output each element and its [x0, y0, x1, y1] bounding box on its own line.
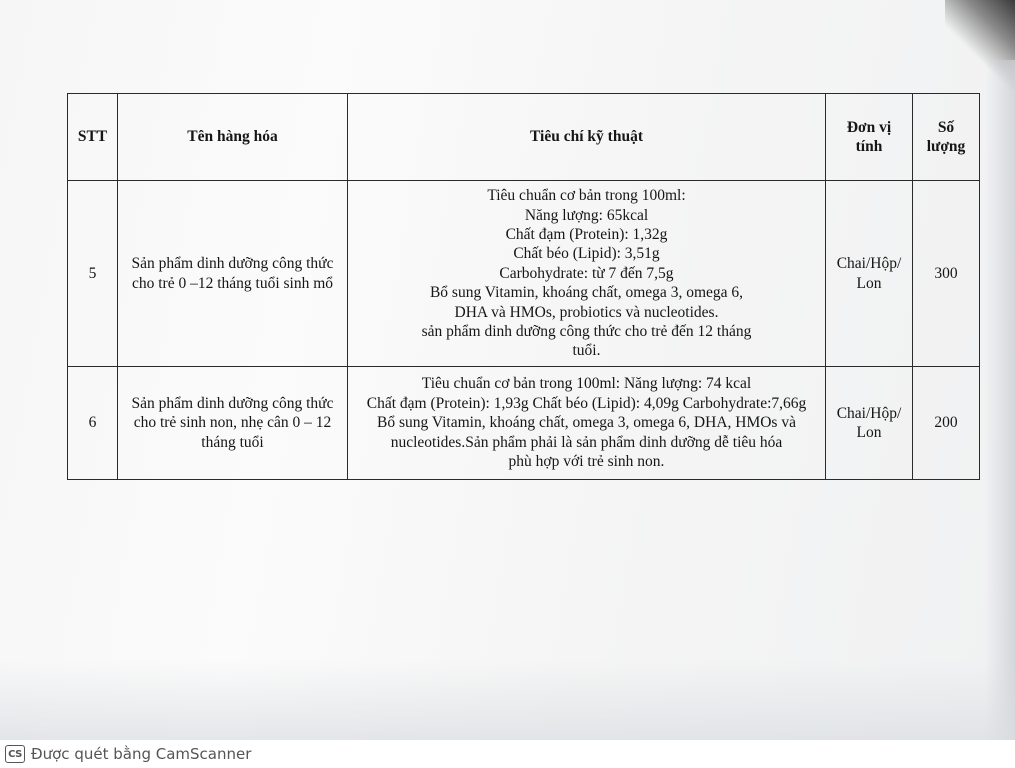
cell-spec — [348, 181, 826, 367]
cell-spec-line: Tiêu chuẩn cơ bản trong 100ml: — [487, 187, 686, 205]
cell-spec-line: Chất đạm (Protein): 1,93g Chất béo (Lipid): 4,09g Carbohydrate:7,66g — [366, 394, 807, 412]
cell-unit — [826, 367, 913, 480]
cell-spec-line: phù hợp với trẻ sinh non. — [508, 453, 665, 471]
cell-spec-line: Bổ sung Vitamin, khoáng chất, omega 3, omega 6, DHA, HMOs và — [377, 414, 796, 432]
table-row — [68, 181, 980, 367]
cell-spec-line: Carbohydrate: từ 7 đến 7,5g — [499, 264, 674, 282]
page-edge-shadow — [985, 60, 1015, 740]
header-unit — [826, 94, 913, 181]
cell-unit-line: Lon — [856, 274, 882, 292]
cell-spec-line: Chất đạm (Protein): 1,32g — [505, 225, 668, 243]
cell-spec-line: Năng lượng: 65kcal — [524, 206, 649, 224]
table-header-row — [68, 94, 980, 181]
header-qty-line: lượng — [926, 138, 966, 155]
cell-name-line: tháng tuổi — [201, 433, 264, 451]
camscanner-watermark: Được quét bằng CamScanner — [31, 745, 252, 763]
header-unit-line: Đơn vị — [846, 118, 892, 136]
camscanner-logo-icon: CS — [5, 745, 25, 763]
cell-spec-line: Chất béo (Lipid): 3,51g — [513, 245, 660, 263]
cell-spec-line: DHA và HMOs, probiotics và nucleotides. — [454, 303, 719, 321]
header-stt: STT — [68, 94, 118, 181]
cell-spec-line: tuổi. — [572, 342, 601, 360]
cell-unit-line: Chai/Hộp/ — [836, 255, 902, 272]
cell-unit-line: Chai/Hộp/ — [836, 404, 902, 422]
cell-name-line: Sản phẩm dinh dưỡng công thức — [131, 255, 334, 272]
header-unit-line: tính — [855, 138, 883, 155]
header-qty-line: Số — [937, 118, 955, 136]
camscanner-footer — [0, 740, 1015, 768]
cell-name-line: Sản phẩm dinh dưỡng công thức — [131, 394, 334, 412]
cell-qty: 300 — [913, 181, 980, 367]
cell-spec-line: Bổ sung Vitamin, khoáng chất, omega 3, omega 6, — [429, 284, 744, 302]
page-bottom-shadow — [0, 660, 1015, 740]
cell-spec — [348, 367, 826, 480]
cell-name-line: cho trẻ 0 –12 tháng tuổi sinh mổ — [131, 274, 334, 292]
header-spec: Tiêu chí kỹ thuật — [348, 94, 826, 181]
cell-name-line: cho trẻ sinh non, nhẹ cân 0 – 12 — [133, 414, 332, 432]
header-qty — [913, 94, 980, 181]
table-row — [68, 367, 980, 480]
cell-stt: 5 — [68, 181, 118, 367]
cell-spec-line: nucleotides.Sản phẩm phải là sản phẩm dinh dưỡng dễ tiêu hóa — [390, 433, 783, 451]
header-name: Tên hàng hóa — [118, 94, 348, 181]
goods-table — [67, 93, 980, 480]
cell-spec-line: sản phẩm dinh dưỡng công thức cho trẻ đến 12 tháng — [421, 323, 752, 341]
cell-name — [118, 367, 348, 480]
cell-unit-line: Lon — [856, 424, 882, 441]
cell-name — [118, 181, 348, 367]
cell-qty: 200 — [913, 367, 980, 480]
cell-unit — [826, 181, 913, 367]
cell-spec-line: Tiêu chuẩn cơ bản trong 100ml: Năng lượng: 74 kcal — [421, 375, 752, 393]
cell-stt: 6 — [68, 367, 118, 480]
